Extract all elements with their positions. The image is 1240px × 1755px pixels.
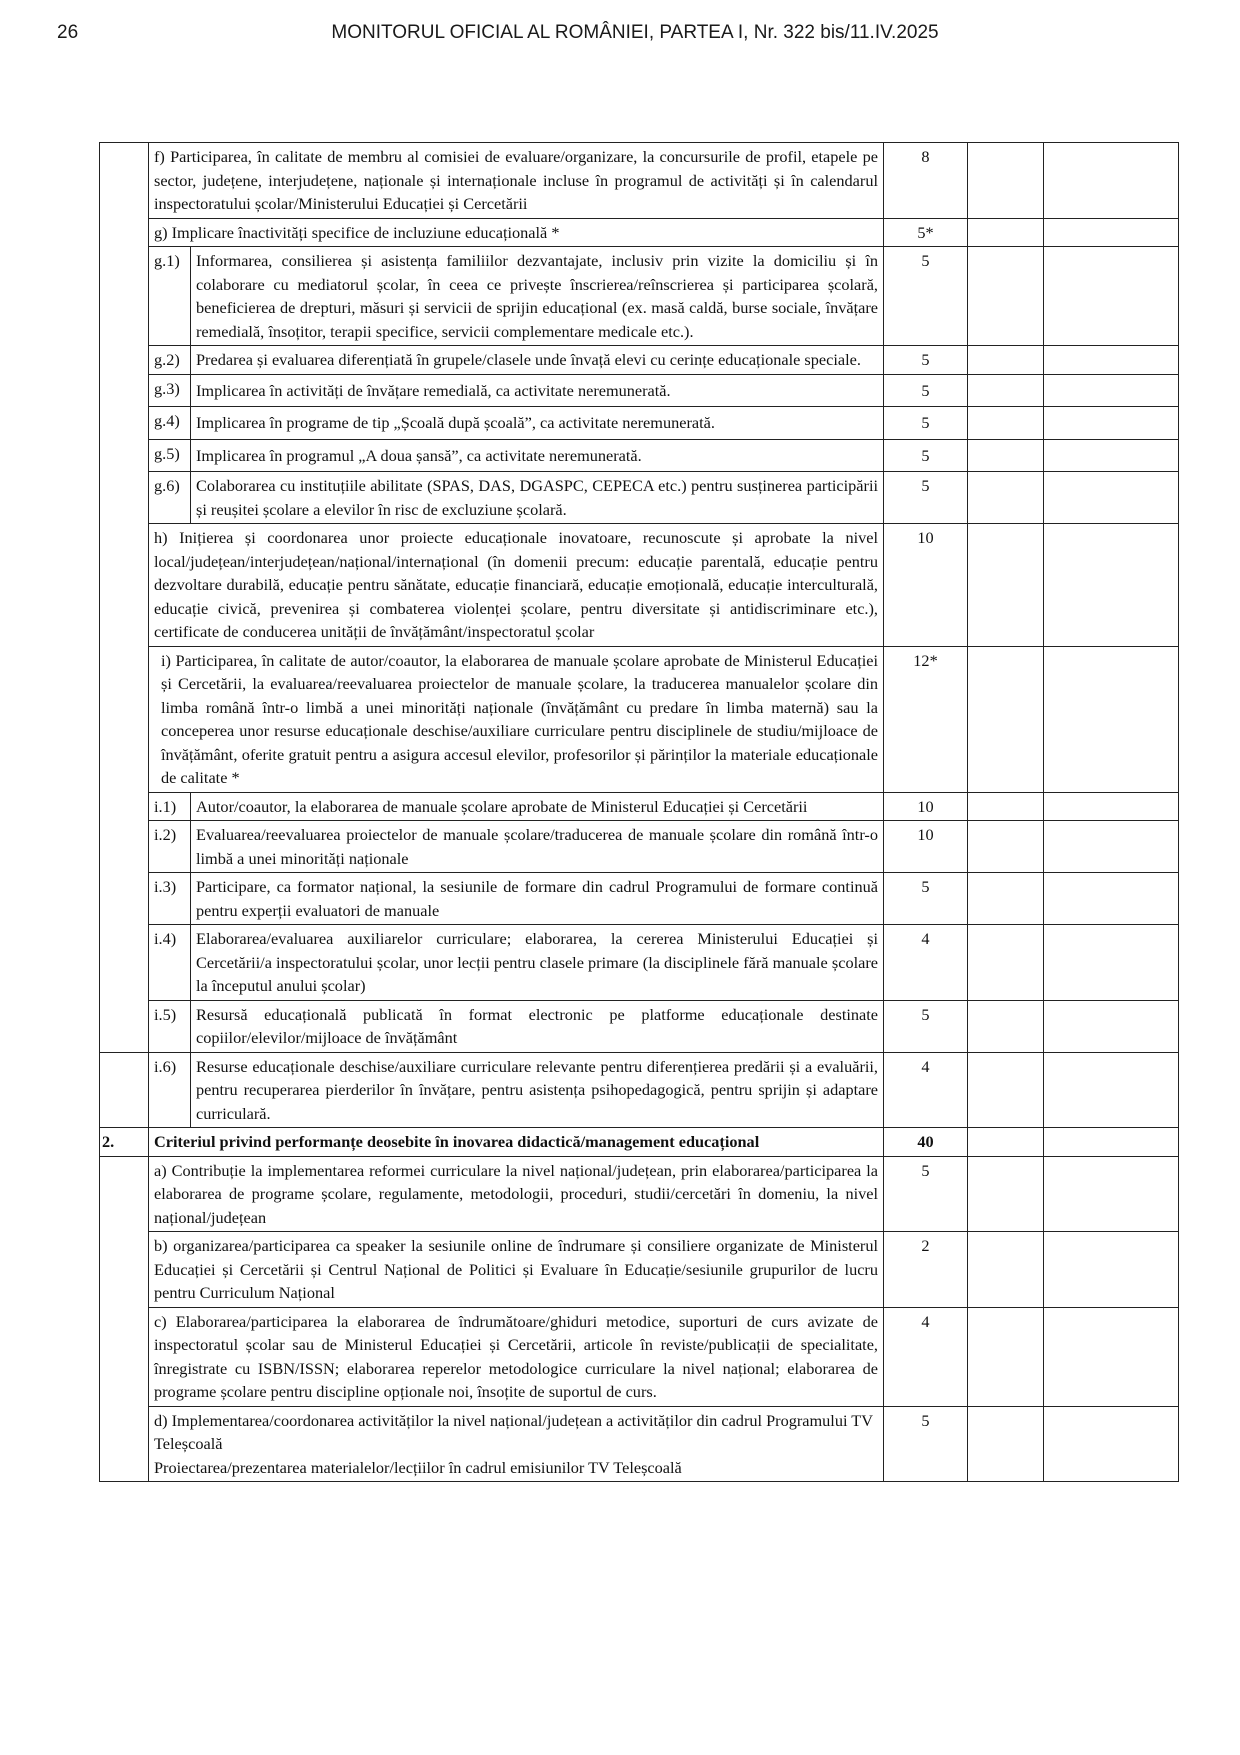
criterion-text: Evaluarea/reevaluarea proiectelor de manuale școlare/traducerea de manuale școlare din română într-o limbă a unei minorități naționale (191, 821, 884, 873)
number-cell (100, 821, 149, 873)
table-row (100, 646, 1179, 792)
sub-item-label: g.5) (149, 439, 191, 472)
table-row (100, 821, 1179, 873)
empty-cell (1044, 472, 1179, 524)
sub-item-label: i.4) (149, 925, 191, 1001)
table-row (100, 1232, 1179, 1308)
points-cell: 5 (884, 439, 968, 472)
empty-cell (1044, 1000, 1179, 1052)
criterion-text-cell (149, 1406, 884, 1482)
table-row (100, 1156, 1179, 1232)
empty-cell (1044, 524, 1179, 647)
number-cell (100, 407, 149, 440)
points-cell: 12* (884, 646, 968, 792)
number-cell (100, 346, 149, 375)
empty-cell (968, 346, 1044, 375)
table-row (100, 1052, 1179, 1128)
criterion-text: Informarea, consilierea și asistența familiilor dezvantajate, inclusiv prin vizite la domiciliu și în colaborare cu mediatorul școlar, în ceea ce privește înscrierea/reînscrierea și participarea școlară, beneficierea de drepturi, măsuri și servicii de sprijin educațional (ex. masă caldă, burse sociale, învățare remedială, însoțitor, terapii specifice, servicii complementare medicale etc.). (191, 247, 884, 346)
criterion-text: Resurse educaționale deschise/auxiliare curriculare relevante pentru diferențierea predării și a evaluării, pentru recuperarea pierderilor în învățare, pentru asistența psihopedagogică, pentru sprijin și adaptare curriculară. (191, 1052, 884, 1128)
empty-cell (968, 1406, 1044, 1482)
publication-title: MONITORUL OFICIAL AL ROMÂNIEI, PARTEA I, Nr. 322 bis/11.IV.2025 (331, 22, 939, 43)
criterion-text: Elaborarea/evaluarea auxiliarelor curriculare; elaborarea, la cererea Ministerului Educației și Cercetării/a inspectoratului școlar, unor lecții pentru clasele primare (la disciplinele fără manuale școlare la începutul anului școlar) (191, 925, 884, 1001)
points-cell: 10 (884, 524, 968, 647)
table-row (100, 1000, 1179, 1052)
points-cell: 5 (884, 346, 968, 375)
empty-cell (968, 472, 1044, 524)
table-row (100, 1307, 1179, 1406)
page-header (0, 22, 1240, 52)
empty-cell (1044, 1156, 1179, 1232)
number-cell (100, 143, 149, 219)
criterion-text: d) Implementarea/coordonarea activităților la nivel național/județean a activităților din cadrul Programului TV Teleșcoală (154, 1410, 873, 1453)
points-cell: 40 (884, 1128, 968, 1157)
empty-cell (1044, 143, 1179, 219)
sub-item-label: i.2) (149, 821, 191, 873)
number-cell (100, 1307, 149, 1406)
criterion-text: Resursă educațională publicată în format electronic pe platforme educaționale destinate copiilor/elevilor/mijloace de învățământ (191, 1000, 884, 1052)
criterion-text: Colaborarea cu instituțiile abilitate (SPAS, DAS, DGASPC, CEPECA etc.) pentru susținerea participării și reușitei școlare a elevilor în risc de excluziune școlară. (191, 472, 884, 524)
sub-item-label: i.3) (149, 873, 191, 925)
empty-cell (1044, 873, 1179, 925)
points-cell: 4 (884, 1307, 968, 1406)
number-cell (100, 374, 149, 407)
points-cell: 8 (884, 143, 968, 219)
criterion-text: Participare, ca formator național, la sesiunile de formare din cadrul Programului de formare continuă pentru experții evaluatori de manuale (191, 873, 884, 925)
table-row (100, 925, 1179, 1001)
empty-cell (1044, 1232, 1179, 1308)
empty-cell (968, 873, 1044, 925)
criterion-text: f) Participarea, în calitate de membru al comisiei de evaluare/organizare, la concursurile de profil, etapele pe sector, județene, interjudețene, naționale și internaționale incluse în programul de activități și în calendarul inspectoratului școlar/Ministerului Educației și Cercetării (149, 143, 884, 219)
number-cell (100, 439, 149, 472)
empty-cell (968, 143, 1044, 219)
empty-cell (1044, 1052, 1179, 1128)
empty-cell (968, 218, 1044, 247)
empty-cell (968, 646, 1044, 792)
criterion-text: Implicarea în programe de tip „Școală după școală”, ca activitate neremunerată. (191, 407, 884, 440)
points-cell: 5 (884, 407, 968, 440)
number-cell (100, 646, 149, 792)
points-cell: 5 (884, 472, 968, 524)
empty-cell (1044, 374, 1179, 407)
empty-cell (968, 925, 1044, 1001)
points-cell: 4 (884, 1052, 968, 1128)
table-row (100, 346, 1179, 375)
empty-cell (1044, 346, 1179, 375)
empty-cell (968, 1128, 1044, 1157)
table-row (100, 792, 1179, 821)
points-cell: 10 (884, 821, 968, 873)
empty-cell (968, 1307, 1044, 1406)
points-cell: 4 (884, 925, 968, 1001)
points-cell: 5 (884, 1156, 968, 1232)
empty-cell (968, 1000, 1044, 1052)
number-cell (100, 472, 149, 524)
empty-cell (1044, 439, 1179, 472)
empty-cell (1044, 1406, 1179, 1482)
table-row (100, 247, 1179, 346)
criterion-text: Implicarea în programul „A doua șansă”, ca activitate neremunerată. (191, 439, 884, 472)
empty-cell (968, 1052, 1044, 1128)
empty-cell (968, 439, 1044, 472)
number-cell (100, 1406, 149, 1482)
table-row (100, 143, 1179, 219)
table-row (100, 374, 1179, 407)
empty-cell (968, 1156, 1044, 1232)
number-cell (100, 792, 149, 821)
sub-item-label: i.1) (149, 792, 191, 821)
empty-cell (1044, 792, 1179, 821)
points-cell: 5* (884, 218, 968, 247)
sub-item-label: g.2) (149, 346, 191, 375)
criterion-text: i) Participarea, în calitate de autor/coautor, la elaborarea de manuale școlare aprobate de Ministerul Educației și Cercetării, la evaluarea/reevaluarea proiectelor de manuale școlare, la traducerea manualelor școlare din limba română într-o limbă a unei minorități naționale (învățământ cu predare în limba maternă) sau la conceperea unor resurse educaționale deschise/auxiliare curriculare pentru disciplinele de studiu/mijloace de învățământ, oferite gratuit pentru a asigura accesul elevilor, profesorilor și părinților la materiale educaționale de calitate * (149, 646, 884, 792)
empty-cell (1044, 1128, 1179, 1157)
criteria-table (99, 142, 1179, 1482)
criterion-text: Autor/coautor, la elaborarea de manuale școlare aprobate de Ministerul Educației și Cercetării (191, 792, 884, 821)
empty-cell (968, 524, 1044, 647)
criterion-text: g) Implicare înactivități specifice de incluziune educațională * (149, 218, 884, 247)
page-number: 26 (57, 22, 79, 43)
empty-cell (1044, 925, 1179, 1001)
table-row (100, 1406, 1179, 1482)
table-row (100, 407, 1179, 440)
number-cell (100, 1000, 149, 1052)
empty-cell (1044, 1307, 1179, 1406)
empty-cell (1044, 247, 1179, 346)
number-cell (100, 218, 149, 247)
criterion-text: c) Elaborarea/participarea la elaborarea de îndrumătoare/ghiduri metodice, suporturi de curs avizate de inspectoratul școlar sau de Ministerul Educației și Cercetării, articole în reviste/publicații de specialitate, înregistrate cu ISBN/ISSN; elaborarea reperelor metodologice curriculare la nivel național; elaborarea de programe școlare pentru discipline opționale noi, însoțite de suportul de curs. (149, 1307, 884, 1406)
number-cell (100, 873, 149, 925)
number-cell (100, 1052, 149, 1128)
criterion-text: Implicarea în activități de învățare remedială, ca activitate neremunerată. (191, 374, 884, 407)
criterion-text: h) Inițierea și coordonarea unor proiecte educaționale inovatoare, recunoscute și aprobate la nivel local/județean/interjudețean/național/internațional (în domenii precum: educație parentală, educație pentru dezvoltare durabilă, educație pentru sănătate, educație financiară, educație emoțională, educație interculturală, educație civică, prevenirea și combaterea violenței școlare, pentru diversitate și antidiscriminare etc.), certificate de conducerea unității de învățământ/inspectoratul școlar (149, 524, 884, 647)
points-cell: 2 (884, 1232, 968, 1308)
criterion-heading: Criteriul privind performanțe deosebite în inovarea didactică/management educațional (149, 1128, 884, 1157)
empty-cell (1044, 218, 1179, 247)
sub-item-label: i.6) (149, 1052, 191, 1128)
empty-cell (1044, 646, 1179, 792)
empty-cell (968, 374, 1044, 407)
table-row (100, 472, 1179, 524)
empty-cell (968, 821, 1044, 873)
empty-cell (968, 1232, 1044, 1308)
number-cell (100, 247, 149, 346)
points-cell: 5 (884, 1406, 968, 1482)
criterion-text: Predarea și evaluarea diferențiată în grupele/clasele unde învață elevi cu cerințe educaționale speciale. (191, 346, 884, 375)
table-row (100, 873, 1179, 925)
sub-item-label: g.3) (149, 374, 191, 407)
empty-cell (968, 407, 1044, 440)
points-cell: 5 (884, 1000, 968, 1052)
points-cell: 10 (884, 792, 968, 821)
sub-item-label: i.5) (149, 1000, 191, 1052)
table-row (100, 439, 1179, 472)
number-cell (100, 1232, 149, 1308)
table-row (100, 1128, 1179, 1157)
points-cell: 5 (884, 374, 968, 407)
table-row (100, 524, 1179, 647)
empty-cell (968, 792, 1044, 821)
number-cell (100, 524, 149, 647)
points-cell: 5 (884, 873, 968, 925)
number-cell (100, 1156, 149, 1232)
criterion-text: a) Contribuție la implementarea reformei curriculare la nivel național/județean, prin elaborarea/participarea la elaborarea de programe școlare, regulamente, metodologii, proceduri, studii/cercetări în domeniu, la nivel național/județean (149, 1156, 884, 1232)
empty-cell (1044, 821, 1179, 873)
table-row (100, 218, 1179, 247)
sub-item-label: g.6) (149, 472, 191, 524)
empty-cell (968, 247, 1044, 346)
points-cell: 5 (884, 247, 968, 346)
sub-item-label: g.1) (149, 247, 191, 346)
number-cell (100, 925, 149, 1001)
empty-cell (1044, 407, 1179, 440)
criterion-number: 2. (100, 1128, 149, 1157)
criterion-text: b) organizarea/participarea ca speaker la sesiunile online de îndrumare și consiliere organizate de Ministerul Educației și Cercetării și Centrul Național de Politici și Evaluare în Educație/sesiunile grupurilor de lucru pentru Curriculum Național (149, 1232, 884, 1308)
criterion-text-second: Proiectarea/prezentarea materialelor/lecțiilor în cadrul emisiunilor TV Teleșcoală (154, 1457, 682, 1477)
sub-item-label: g.4) (149, 407, 191, 440)
